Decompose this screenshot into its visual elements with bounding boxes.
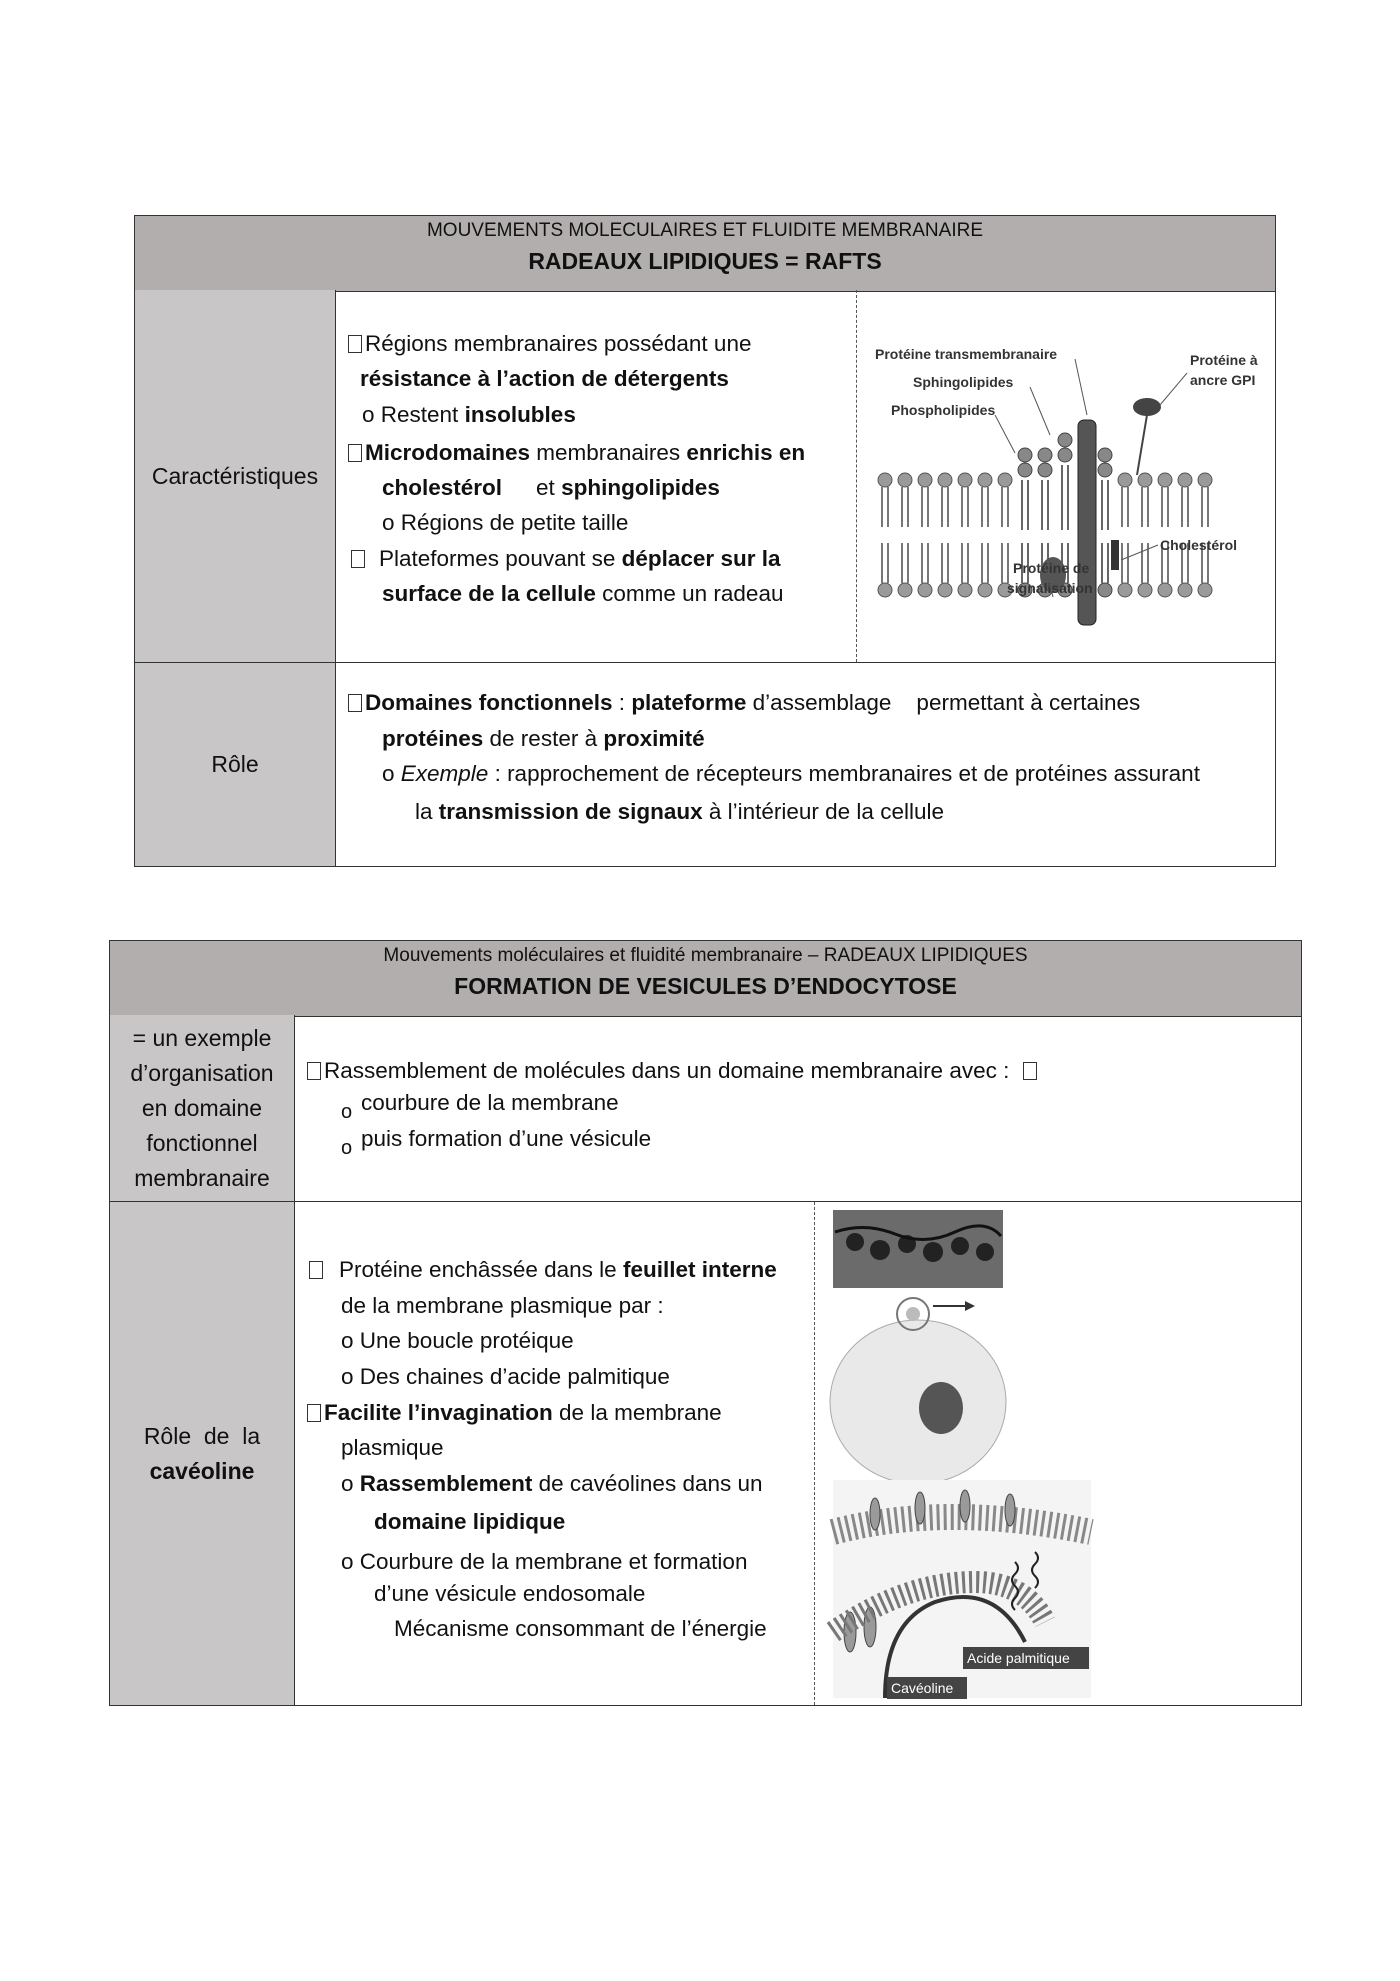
lipid-raft-figure: [875, 335, 1275, 635]
fd-label-line-4: fonctionnel: [146, 1129, 258, 1156]
char-line-5c: sphingolipides: [561, 475, 720, 500]
column-divider: [856, 290, 857, 662]
fd-label-line-1: = un exemple: [132, 1024, 272, 1051]
role-line-4c: à l’intérieur de la cellule: [702, 799, 944, 824]
cav-line-8: domaine lipidique: [374, 1509, 566, 1534]
role-line-1d: d’assemblage permettant à certaines: [746, 690, 1141, 715]
label-signal-2: signalisation: [1007, 580, 1093, 596]
char-line-1: Régions membranaires possédant une: [365, 331, 752, 356]
cav-line-1a: Protéine enchâssée dans le: [339, 1257, 623, 1282]
caveolin-text: [295, 1202, 815, 1705]
cav-line-11: Mécanisme consommant de l’énergie: [394, 1616, 767, 1641]
role-text: [336, 663, 1275, 866]
char-line-8a: surface de la cellule: [382, 581, 596, 606]
caveolin-row: [110, 1201, 1301, 1705]
role-label: Rôle: [135, 663, 336, 866]
rafts-header-title: RADEAUX LIPIDIQUES = RAFTS: [528, 248, 882, 274]
fd-line-3: puis formation d’une vésicule: [361, 1126, 652, 1151]
checkbox-icon: [307, 1062, 321, 1080]
checkbox-icon: [307, 1404, 321, 1422]
caveolin-label-line-2: cavéoline: [149, 1457, 255, 1484]
characteristics-label: Caractéristiques: [135, 290, 336, 662]
functional-domain-text: [295, 1015, 1301, 1201]
fd-label-line-2: d’organisation: [130, 1059, 274, 1086]
role-line-3c: : rapprochement de récepteurs membranaires et de protéines assurant: [488, 761, 1200, 786]
label-phospholipids: Phospholipides: [891, 402, 996, 418]
checkbox-icon: [1023, 1062, 1037, 1080]
characteristics-text: [336, 290, 856, 662]
fd-bullet-1: o: [341, 1101, 353, 1123]
rafts-header-subtitle: MOUVEMENTS MOLECULAIRES ET FLUIDITE MEMBRANAIRE: [426, 220, 983, 241]
cav-line-4: o Des chaines d’acide palmitique: [341, 1364, 670, 1389]
checkbox-icon: [351, 550, 365, 568]
label-cholesterol: Cholestérol: [1160, 537, 1238, 553]
char-line-8b: comme un radeau: [595, 581, 784, 606]
cav-line-5a: Facilite l’invagination: [324, 1400, 553, 1425]
char-line-5b: et: [536, 475, 562, 500]
char-line-4c: enrichis en: [686, 440, 806, 465]
char-line-2: résistance à l’action de détergents: [360, 366, 729, 391]
fd-label-line-5: membranaire: [134, 1164, 270, 1191]
caveolin-label: [110, 1202, 295, 1705]
char-line-4b: membranaires: [530, 440, 687, 465]
functional-domain-row: [110, 1015, 1301, 1201]
endocytosis-header-title: FORMATION DE VESICULES D’ENDOCYTOSE: [454, 973, 957, 999]
role-line-2a: protéines: [382, 726, 484, 751]
cav-line-10: d’une vésicule endosomale: [374, 1581, 646, 1606]
role-line-2b: de rester à: [483, 726, 604, 751]
char-line-3b: insolubles: [464, 402, 576, 427]
char-line-3a: o Restent: [362, 402, 465, 427]
cav-line-2: de la membrane plasmique par :: [341, 1293, 664, 1318]
caveolin-figure: [825, 1202, 1095, 1702]
cav-line-5b: de la membrane: [552, 1400, 722, 1425]
checkbox-icon: [348, 444, 362, 462]
checkbox-icon: [348, 335, 362, 353]
column-divider: [814, 1202, 815, 1705]
char-line-5a: cholestérol: [382, 475, 503, 500]
checkbox-icon: [348, 694, 362, 712]
endocytosis-header-subtitle: Mouvements moléculaires et fluidité membranaire – RADEAUX LIPIDIQUES: [383, 945, 1028, 966]
fd-line-1: Rassemblement de molécules dans un domaine membranaire avec :: [324, 1058, 1010, 1083]
label-transmembrane: Protéine transmembranaire: [875, 346, 1058, 362]
cav-line-3: o Une boucle protéique: [341, 1328, 574, 1353]
endocytosis-table-header: [110, 941, 1301, 1017]
cav-line-9: o Courbure de la membrane et formation: [341, 1549, 748, 1574]
role-line-3a: o: [382, 761, 401, 786]
label-palmitic-acid: Acide palmitique: [967, 1650, 1070, 1666]
label-gpi-2: ancre GPI: [1190, 372, 1256, 388]
functional-domain-label: [110, 1015, 295, 1201]
role-line-1b: :: [612, 690, 632, 715]
role-line-4b: transmission de signaux: [438, 799, 703, 824]
char-line-7a: Plateformes pouvant se: [379, 546, 622, 571]
role-row: [135, 662, 1275, 866]
label-gpi-1: Protéine à: [1190, 352, 1258, 368]
label-signal-1: Protéine de: [1013, 560, 1090, 576]
char-line-6: o Régions de petite taille: [382, 510, 629, 535]
cav-line-7c: de cavéolines dans un: [532, 1471, 763, 1496]
role-line-3b: Exemple: [400, 761, 489, 786]
caveolin-label-line-1: Rôle de la: [143, 1422, 261, 1449]
char-line-7b: déplacer sur la: [621, 546, 781, 571]
rafts-table-header: [135, 216, 1275, 292]
endocytosis-table: [109, 940, 1302, 1706]
checkbox-icon: [309, 1261, 323, 1279]
fd-label-line-3: en domaine: [141, 1094, 263, 1121]
role-line-1c: plateforme: [631, 690, 747, 715]
label-sphingolipids: Sphingolipides: [913, 374, 1014, 390]
fd-line-2: courbure de la membrane: [361, 1090, 619, 1115]
role-line-1a: Domaines fonctionnels: [365, 690, 613, 715]
cav-line-7b: Rassemblement: [359, 1471, 533, 1496]
cav-line-6: plasmique: [341, 1435, 444, 1460]
fd-bullet-2: o: [341, 1137, 353, 1159]
rafts-table: [134, 215, 1276, 867]
role-line-4a: la: [415, 799, 439, 824]
label-caveolin: Cavéoline: [891, 1680, 954, 1696]
cav-line-1b: feuillet interne: [622, 1257, 777, 1282]
char-line-4a: Microdomaines: [365, 440, 531, 465]
role-line-2c: proximité: [603, 726, 705, 751]
cav-line-7a: o: [341, 1471, 360, 1496]
characteristics-row: [135, 290, 1275, 662]
